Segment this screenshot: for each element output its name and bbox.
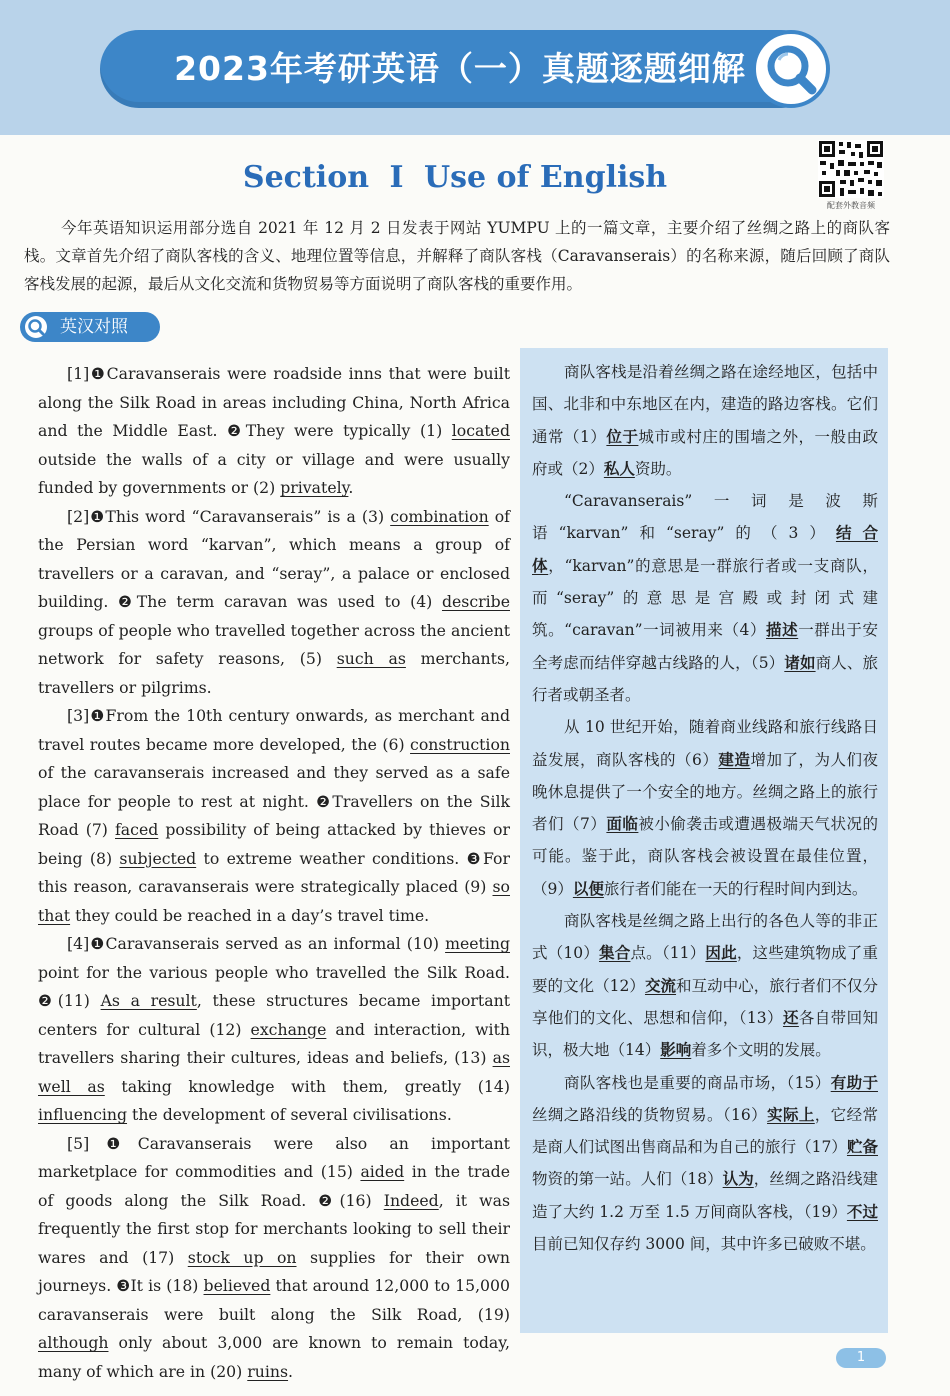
text-run: 商队客栈是沿着丝绸之路在途经地区，包括中国、北非和中东地区在内，建造的路边客栈。它们通常（1） xyxy=(532,363,878,446)
answer-translation: 影响 xyxy=(660,1040,692,1060)
text-run: 点。（11） xyxy=(630,944,706,963)
text-run: they could be reached in a day’s travel time. xyxy=(70,905,430,925)
text-run: the development of several civilisations. xyxy=(127,1105,452,1124)
answer-word: such as xyxy=(336,649,406,668)
answer-translation: 不过 xyxy=(846,1201,878,1221)
chinese-paragraph xyxy=(532,905,878,1066)
text-run: 和互动中心，旅行者们不仅分享他们的文化、思想和信仰，（13） xyxy=(532,976,878,1027)
text-run: 资助。 xyxy=(634,459,682,478)
text-run: and interaction, with travellers sharing their cultures, ideas and beliefs, (13) xyxy=(38,1019,510,1067)
text-run: ，它经常是商人们试图出售商品和为自己的旅行（17） xyxy=(532,1105,878,1157)
page-number: 1 xyxy=(836,1348,886,1368)
section-tag-label: 英汉对照 xyxy=(60,317,128,337)
english-paragraph xyxy=(38,1130,510,1387)
search-icon xyxy=(24,315,48,339)
section-tag xyxy=(20,312,160,342)
text-run: [2]❶This word “Caravanserais” is a (3) xyxy=(67,506,391,526)
text-run: 商人、旅行者或朝圣者。 xyxy=(532,653,878,704)
chinese-translation-panel xyxy=(520,348,888,1333)
answer-translation: 描述 xyxy=(766,620,799,640)
chinese-paragraph xyxy=(532,485,878,711)
chinese-paragraph xyxy=(532,1067,878,1261)
text-run: 商队客栈是丝绸之路上出行的各色人等的非正式（10） xyxy=(532,912,878,963)
page-title: 2023年考研英语（一）真题逐题细解 xyxy=(174,49,746,88)
text-run: . xyxy=(348,478,354,497)
answer-translation: 诸如 xyxy=(784,652,816,672)
answer-translation: 有助于 xyxy=(830,1072,878,1092)
answer-translation: 贮备 xyxy=(846,1137,878,1157)
english-paragraph xyxy=(38,360,510,503)
text-run: 一群出于安全考虑而结伴穿越古线路的人，（5） xyxy=(532,621,878,672)
text-run: 物资的第一站。人们（18） xyxy=(532,1170,723,1189)
qr-code-icon[interactable] xyxy=(818,140,884,198)
english-paragraph xyxy=(38,503,510,703)
text-run: , these structures became important centers for cultural (12) xyxy=(38,991,510,1039)
answer-translation: 位于 xyxy=(606,426,639,446)
text-run: possibility of being attacked by thieves or being (8) xyxy=(38,820,510,868)
text-run: 从 10 世纪开始，随着商业线路和旅行线路日益发展，商队客栈的（6） xyxy=(532,718,878,769)
answer-word: so that xyxy=(38,877,510,925)
text-run: in the trade of goods along the Silk Road. ❷(16) xyxy=(38,1162,510,1210)
text-run: supplies for their own journeys. ❸It is (18) xyxy=(38,1247,510,1295)
answer-word: although xyxy=(38,1333,109,1352)
answer-word: located xyxy=(451,421,510,440)
chinese-paragraph xyxy=(532,711,878,905)
answer-translation: 还 xyxy=(782,1007,799,1027)
answer-word: meeting xyxy=(445,934,510,953)
english-paragraph xyxy=(38,702,510,930)
answer-word: believed xyxy=(203,1276,271,1295)
text-run: outside the walls of a city or village and were usually funded by governments or (2) xyxy=(38,449,510,497)
text-run: 丝绸之路沿线的货物贸易。（16） xyxy=(532,1105,768,1124)
answer-translation: 交流 xyxy=(644,975,677,995)
text-run: ，“karvan”的意思是一群旅行者或一支商队，而“seray”的意思是宫殿或封闭式建筑。“caravan”一词被用来（4） xyxy=(532,556,878,640)
text-run: of the Persian word “karvan”, which means a group of travellers or a caravan, and “seray”, a palace or enclosed building. ❷The term caravan was used to (4) xyxy=(38,506,510,611)
answer-word: as well as xyxy=(38,1048,510,1096)
text-run: . xyxy=(288,1361,294,1381)
answer-word: stock up on xyxy=(187,1247,297,1267)
answer-word: combination xyxy=(390,506,489,526)
text-run: 增加了，为人们夜晚休息提供了一个安全的地方。丝绸之路上的旅行者们（7） xyxy=(532,750,878,834)
section-prefix: Section xyxy=(242,160,370,195)
title-banner xyxy=(100,30,820,108)
text-run: 各自带回知识，极大地（14） xyxy=(532,1008,878,1060)
text-run: groups of people who travelled together across the ancient network for safety reasons, (5) xyxy=(38,620,510,668)
text-run: ，丝绸之路沿线建造了大约 1.2 万至 1.5 万间商队客栈，（19） xyxy=(532,1170,878,1221)
section-heading xyxy=(0,160,910,195)
answer-translation: 结合体 xyxy=(532,523,878,575)
text-run: 商队客栈也是重要的商品市场，（15） xyxy=(564,1073,831,1092)
text-run: of the caravanserais increased and they served as a safe place for people to rest at night. ❷Travellers on the Silk Road (7) xyxy=(38,763,510,839)
text-run: merchants, travellers or pilgrims. xyxy=(38,649,510,697)
answer-translation: 集合 xyxy=(599,943,631,963)
answer-translation: 因此 xyxy=(705,943,737,963)
answer-word: ruins xyxy=(247,1361,289,1381)
english-paragraph xyxy=(38,930,510,1130)
text-run: [1]❶Caravanserais were roadside inns that were built along the Silk Road in areas including China, North Africa and the Middle East. ❷They were typically (1) xyxy=(38,364,510,440)
magnifier-icon xyxy=(752,30,830,108)
answer-translation: 以便 xyxy=(572,878,604,898)
text-run: taking knowledge with them, greatly (14) xyxy=(104,1076,510,1096)
answer-translation: 私人 xyxy=(603,458,635,478)
answer-word: describe xyxy=(441,592,510,611)
text-run: [5]❶Caravanserais were also an important marketplace for commodities and (15) xyxy=(38,1133,510,1181)
intro-paragraph: 今年英语知识运用部分选自 2021 年 12 月 2 日发表于网站 YUMPU 上的一篇文章，主要介绍了丝绸之路上的商队客栈。文章首先介绍了商队客栈的含义、地理位置等信息，并解释了商队客栈（Caravanserais）的名称来源，随后回顾了商队客栈发展的起源，最后从文化交流和货物贸易等方面说明了商队客栈的重要作用。 xyxy=(24,219,890,293)
answer-word: aided xyxy=(360,1162,405,1181)
english-passage xyxy=(38,360,510,1386)
text-run: 被小偷袭击或遭遇极端天气状况的可能。鉴于此，商队客栈会被设置在最佳位置，（9） xyxy=(532,815,878,898)
section-numeral: Ⅰ xyxy=(389,160,404,195)
text-run: 城市或村庄的围墙之外，一般由政府或（2） xyxy=(532,427,878,478)
text-run: point for the various people who travelled the Silk Road. ❷(11) xyxy=(38,962,510,1010)
answer-word: subjected xyxy=(119,848,197,868)
chinese-paragraph xyxy=(532,356,878,485)
answer-word: As a result xyxy=(100,991,197,1010)
text-run: 旅行者们能在一天的行程时间内到达。 xyxy=(603,879,868,898)
text-run: [3]❶From the 10th century onwards, as merchant and travel routes became more developed, the (6) xyxy=(38,706,510,754)
answer-translation: 实际上 xyxy=(767,1104,815,1124)
section-name: Use of English xyxy=(423,160,668,195)
text-run: “Caravanserais”一词是波斯语“karvan”和“seray”的（3） xyxy=(532,492,878,543)
answer-translation: 建造 xyxy=(718,749,751,769)
text-run: [4]❶Caravanserais served as an informal (10) xyxy=(67,934,446,953)
answer-word: faced xyxy=(115,820,159,839)
answer-translation: 面临 xyxy=(606,814,639,834)
text-run: ，这些建筑物成了重要的文化（12） xyxy=(532,944,878,995)
text-run: to extreme weather conditions. ❸For this reason, caravanserais were strategically placed (9) xyxy=(38,848,510,896)
qr-caption: 配套外教音频 xyxy=(827,201,875,210)
text-run: only about 3,000 are known to remain today, many of which are in (20) xyxy=(38,1333,510,1381)
answer-word: privately xyxy=(280,478,349,497)
text-run: 目前已知仅存约 3000 间，其中许多已破败不堪。 xyxy=(532,1235,876,1254)
text-run: that around 12,000 to 15,000 caravanserais were built along the Silk Road, (19) xyxy=(38,1276,510,1324)
answer-word: Indeed xyxy=(383,1190,439,1210)
answer-word: influencing xyxy=(38,1105,128,1124)
chinese-passage xyxy=(532,356,878,1260)
answer-translation: 认为 xyxy=(722,1169,754,1189)
answer-word: exchange xyxy=(250,1019,327,1039)
text-run: 着多个文明的发展。 xyxy=(691,1041,831,1060)
text-run: , it was frequently the first stop for merchants looking to sell their wares and (17) xyxy=(38,1190,510,1267)
answer-word: construction xyxy=(410,734,510,754)
